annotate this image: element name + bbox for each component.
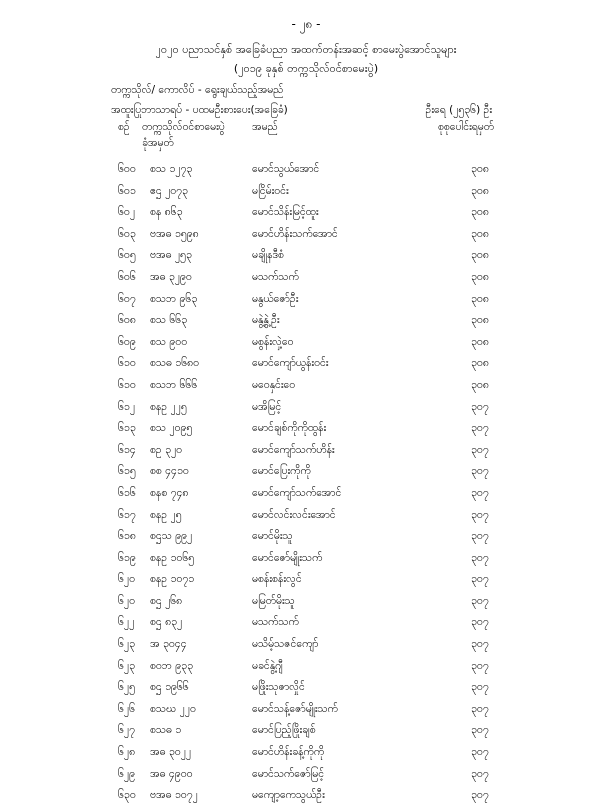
row-number: ၆၂၉: [118, 767, 135, 780]
row-number: ၆၁၀: [118, 378, 136, 391]
student-name: မသက်သက်: [252, 616, 299, 629]
document-subtitle: (၂၀၁၉ ခုနှစ် တက္ကသိုလ်ဝင်စာမေးပွဲ): [233, 62, 379, 75]
exam-seat-number: ဗအဓ ၂၅၃: [150, 249, 192, 262]
row-number: ၆၂၂: [118, 616, 135, 629]
total-score: ၃၀၇: [471, 465, 489, 478]
table-row: [0, 527, 612, 549]
table-row: [0, 182, 612, 204]
row-number: ၆၁၆: [118, 486, 136, 499]
total-score: ၃၀၇: [471, 616, 489, 629]
total-score: ၃၀၈: [471, 227, 489, 240]
student-name: မောင်ကျော်သက်ဟိန်း: [252, 443, 335, 456]
table-row: [0, 657, 612, 679]
row-number: ၆၃၀: [118, 789, 136, 802]
student-name: မောင်ဟိန်းသက်အောင်: [252, 227, 338, 240]
student-name: မချိုနဒီစံ: [252, 249, 284, 262]
column-header-score: စုစုပေါင်းရမှတ်: [437, 121, 494, 133]
table-row: [0, 700, 612, 722]
row-number: ၆၀၅: [118, 249, 136, 262]
total-score: ၃၀၈: [471, 314, 489, 327]
table-row: [0, 311, 612, 333]
exam-seat-number: အဓ ၃၀၂၂: [150, 746, 192, 759]
table-row: [0, 398, 612, 420]
student-name: မငြိမ်းဝင်း: [252, 184, 289, 197]
student-name: မောင်ချစ်ကိုကိုထွန်း: [252, 422, 327, 435]
table-row: [0, 613, 612, 635]
exam-seat-number: စနဥ ၂၅: [150, 508, 182, 521]
table-row: [0, 743, 612, 765]
column-header-no: စဉ်: [118, 121, 130, 133]
table-row: [0, 635, 612, 657]
row-number: ၆၁၃: [118, 422, 136, 435]
table-row: [0, 570, 612, 592]
student-name: မောင်မိုးသူ: [252, 530, 293, 543]
row-number: ၆၀၁: [118, 184, 136, 197]
exam-seat-number: ဗအဓ ၁၀၇၂: [150, 789, 198, 802]
total-score: ၃၀၇: [471, 702, 489, 715]
total-score: ၃၀၇: [471, 724, 489, 737]
exam-seat-number: စဌသ ၉၉၂: [150, 530, 193, 543]
exam-seat-number: ဗအဓ ၁၅၉၈: [150, 227, 199, 240]
row-number: ၆၁၂: [118, 400, 135, 413]
row-number: ၆၂၃: [118, 638, 135, 651]
exam-seat-number: စဝဘ ၉၃၃: [150, 659, 193, 672]
student-name: မောင်ကျော်ယွန်းဝင်း: [252, 357, 329, 370]
total-score: ၃၀၈: [471, 206, 489, 219]
exam-seat-number: စန ၈၆၃: [150, 206, 183, 219]
exam-seat-number: စသ ၉၀၀: [150, 335, 188, 348]
row-number: ၆၀၉: [118, 335, 136, 348]
table-row: [0, 203, 612, 225]
total-score: ၃၀၈: [471, 357, 489, 370]
table-row: [0, 765, 612, 787]
row-number: ၆၀၈: [118, 314, 136, 327]
exam-seat-number: စသ ၂၀၉၅: [150, 422, 193, 435]
exam-seat-number: စသဘ ၆၆၆: [150, 378, 198, 391]
student-name: မသိမ့်သဇင်ကျော်: [252, 638, 319, 651]
exam-seat-number: စဥ ၃၂၀: [150, 443, 183, 456]
exam-seat-number: စသဃ ၂၂၀: [150, 702, 196, 715]
page-number: - ၂၈ -: [291, 17, 321, 31]
student-name: မောင်သွယ်အောင်: [252, 163, 320, 175]
column-header-id-sub: ခုံအမှတ်: [142, 137, 174, 149]
row-number: ၆၂၀: [118, 573, 135, 586]
student-name: မဖြိုးသုဇာလှိုင်: [252, 681, 305, 694]
table-row: [0, 354, 612, 376]
exam-seat-number: စနဥ ၁၀၆၅: [150, 551, 195, 564]
table-row: [0, 462, 612, 484]
table-row: [0, 333, 612, 355]
row-number: ၆၀၀: [118, 163, 136, 175]
student-name: မောင်သိန်းမြင့်ထူး: [252, 206, 319, 219]
table-row: [0, 246, 612, 268]
exam-seat-number: စသဘ ၉၆၃: [150, 292, 198, 305]
row-number: ၆၀၂: [118, 206, 135, 219]
total-score: ၃၀၇: [471, 789, 489, 802]
total-score: ၃၀၇: [471, 486, 489, 499]
total-score: ၃၀၇: [471, 746, 489, 759]
table-row: [0, 419, 612, 441]
exam-seat-number: စနစ ၇၄၈: [150, 486, 189, 499]
exam-seat-number: စနဥ ၂၂၅: [150, 400, 187, 413]
row-number: ၆၂၃: [118, 659, 135, 672]
row-number: ၆၀၆: [118, 270, 136, 283]
total-score: ၃၀၇: [471, 594, 489, 607]
table-row: [0, 290, 612, 312]
student-name: မဝေနှင်းဝေ: [252, 378, 296, 391]
total-score: ၃၀၇: [471, 443, 489, 456]
exam-seat-number: စစ ၄၄၁၀: [150, 465, 189, 478]
exam-seat-number: စသ ၆၆၃: [150, 314, 188, 327]
student-name: မောင်ပြေးကိုကို: [252, 465, 311, 478]
student-name: မခင်နွဲ့ဂျီ: [252, 659, 283, 672]
exam-seat-number: စဌ ၁၉၆၆: [150, 681, 189, 694]
total-score: ၃၀၇: [471, 638, 489, 651]
student-name: မောင်ကျော်သက်အောင်: [252, 486, 342, 499]
student-name: မကျော့ကေသွယ်ဦး: [252, 789, 325, 802]
total-score: ၃၀၈: [471, 292, 489, 305]
table-row: [0, 160, 612, 182]
total-score: ၃၀၇: [471, 530, 489, 543]
exam-seat-number: စဌ ၈၃၂: [150, 616, 183, 629]
column-header-name: အမည်: [252, 121, 278, 133]
student-name: မောင်ပြည့်ဖြိုးချစ်: [252, 724, 316, 737]
document-title: ၂၀၂၀ ပညာသင်နှစ် အခြေခံပညာ အထက်တန်းအဆင့် စာမေးပွဲအောင်သူများ: [155, 43, 457, 56]
exam-seat-number: ဧဌ ၂၀၇၃: [150, 184, 188, 197]
student-name: မောင်သက်ဇော်မြင့်: [252, 767, 325, 780]
total-score: ၃၀၇: [471, 659, 489, 672]
row-number: ၆၂၇: [118, 724, 135, 737]
total-score: ၃၀၈: [471, 249, 489, 262]
total-score: ၃၀၇: [471, 573, 489, 586]
table-row: [0, 484, 612, 506]
table-row: [0, 549, 612, 571]
total-score: ၃၀၇: [471, 681, 489, 694]
student-name: မောင်ဟိန်းခန့်ကိုကို: [252, 746, 325, 759]
student-name: မစန်းစန်းလွင်: [252, 573, 302, 586]
row-number: ၆၂၆: [118, 702, 135, 715]
row-number: ၆၀၇: [118, 292, 136, 305]
total-score: ၃၀၇: [471, 400, 489, 413]
total-score: ၃၀၈: [471, 163, 489, 175]
student-name: မောင်သန့်ဇော်မျိုးသက်: [252, 702, 338, 715]
student-name: မောင်လင်းလင်းအောင်: [252, 508, 336, 521]
total-score: ၃၀၈: [471, 378, 489, 391]
student-name: မစွန်းလှဲ့ဝေ: [252, 335, 294, 348]
row-number: ၆၁၅: [118, 465, 136, 478]
total-score: ၃၀၇: [471, 767, 489, 780]
table-row: [0, 721, 612, 743]
exam-seat-number: စသဓ ၁: [150, 724, 182, 737]
student-name: မောင်ဇော်မျိုးသက်: [252, 551, 323, 564]
table-row: [0, 592, 612, 614]
table-row: [0, 786, 612, 808]
row-number: ၆၁၀: [118, 357, 136, 370]
exam-seat-number: စဌ ၂၆၈: [150, 594, 183, 607]
results-table: [0, 160, 612, 808]
count-label: ဦးရေ (၂၅၃၆) ဦး: [425, 104, 492, 116]
row-number: ၆၁၉: [118, 551, 136, 564]
total-score: ၃၀၇: [471, 422, 489, 435]
table-row: [0, 678, 612, 700]
exam-seat-number: အဓ ၄၉၀၀: [150, 767, 193, 780]
student-name: မနွဲ့နွဲ့ဦး: [252, 314, 280, 327]
total-score: ၃၀၇: [471, 551, 489, 564]
specialization-label: အထူးပြုဘာသာရပ် - ပထမဦးစားပေး(အခြေခံ): [111, 104, 288, 116]
row-number: ၆၀၃: [118, 227, 136, 240]
exam-seat-number: စသ ၁၂၇၃: [150, 163, 193, 175]
row-number: ၆၂၀: [118, 594, 135, 607]
row-number: ၆၁၈: [118, 530, 136, 543]
total-score: ၃၀၇: [471, 508, 489, 521]
university-label: တက္ကသိုလ်/ ကောလိပ် - ရွေးချယ်သည့်အမည်: [111, 84, 284, 96]
exam-seat-number: စသဓ ၁၆၈၀: [150, 357, 200, 370]
table-row: [0, 268, 612, 290]
exam-seat-number: စနဥ ၁၀၇၁: [150, 573, 195, 586]
row-number: ၆၂၅: [118, 681, 135, 694]
student-name: မသက်သက်: [252, 270, 299, 283]
column-header-id: တက္ကသိုလ်ဝင်စာမေးပွဲ: [142, 121, 225, 133]
table-row: [0, 506, 612, 528]
table-row: [0, 376, 612, 398]
row-number: ၆၂၈: [118, 746, 136, 759]
row-number: ၆၁၄: [118, 443, 136, 456]
total-score: ၃၀၈: [471, 184, 489, 197]
student-name: မနွယ်ဇော်ဦး: [252, 292, 299, 305]
student-name: မအိမြင့်: [252, 400, 282, 413]
exam-seat-number: အ ၃၀၄၄: [150, 638, 187, 651]
exam-seat-number: အဓ ၃၂၉၀: [150, 270, 192, 283]
total-score: ၃၀၈: [471, 270, 489, 283]
total-score: ၃၀၈: [471, 335, 489, 348]
table-row: [0, 441, 612, 463]
row-number: ၆၁၇: [118, 508, 136, 521]
table-row: [0, 225, 612, 247]
student-name: မမြတ်မိုးသူ: [252, 594, 295, 607]
